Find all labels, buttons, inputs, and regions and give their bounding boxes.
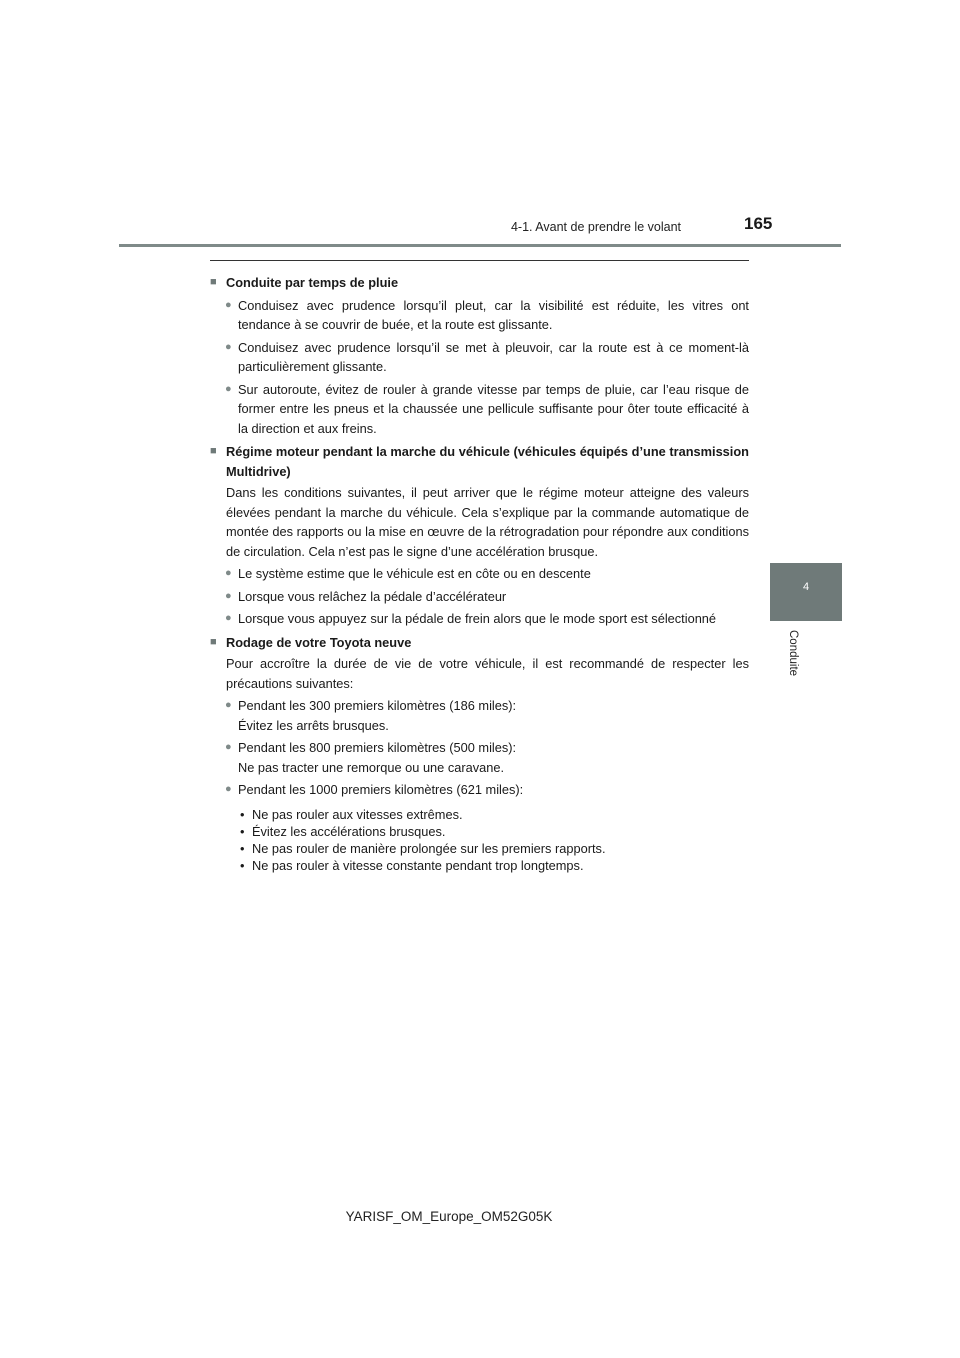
section-heading (210, 442, 749, 481)
sub-bullet-icon: • (240, 823, 245, 839)
section-heading-text: Conduite par temps de pluie (226, 275, 399, 290)
dot-bullet-icon: ● (225, 567, 232, 579)
content (210, 269, 749, 874)
chapter-label: Conduite (787, 630, 799, 677)
list-item (210, 696, 749, 735)
chapter-tab (770, 563, 842, 621)
sub-bullet-icon: • (240, 857, 245, 873)
square-bullet-icon: ■ (210, 276, 217, 288)
list-item-text: Conduisez avec prudence lorsqu’il pleut, car la visibilité est réduite, les vitres ont tendance à se couvrir de buée, et la route est glissante. (238, 297, 749, 332)
page-number: 165 (744, 214, 773, 233)
dot-bullet-icon: ● (225, 340, 232, 353)
list-item-text: Pendant les 800 premiers kilomètres (500 miles): (238, 740, 517, 755)
sub-list-item (210, 806, 749, 823)
sub-list-item-text: Évitez les accélérations brusques. (252, 823, 446, 839)
sub-list-item-text: Ne pas rouler aux vitesses extrêmes. (252, 806, 463, 822)
list-item-text: Pendant les 300 premiers kilomètres (186 miles): (238, 698, 517, 713)
dot-bullet-icon: ● (225, 741, 232, 753)
sub-list-item-text: Ne pas rouler à vitesse constante pendant trop longtemps. (252, 857, 584, 873)
dot-bullet-icon: ● (225, 589, 232, 602)
header-rule (119, 244, 841, 247)
sub-list (210, 806, 749, 874)
list-item-text: Sur autoroute, évitez de rouler à grande vitesse par temps de pluie, car l’eau risque de former entre les pneus et la chaussée une pellicule suffisante pour ôter toute efficacité à la direction et aux freins. (238, 381, 749, 436)
chapter-number: 4 (802, 581, 810, 593)
section-heading-text: Rodage de votre Toyota neuve (226, 634, 412, 650)
list-item (210, 380, 749, 439)
list-item (210, 296, 749, 335)
dot-bullet-icon: ● (225, 699, 232, 711)
dot-bullet-icon: ● (225, 783, 232, 795)
list-item (210, 564, 749, 584)
square-bullet-icon: ■ (210, 445, 217, 457)
sub-list-item-text: Ne pas rouler de manière prolongée sur les premiers rapports. (252, 840, 606, 856)
section-heading (210, 633, 749, 653)
section-heading (210, 273, 749, 293)
list-item (210, 609, 749, 629)
section-intro: Dans les conditions suivantes, il peut arriver que le régime moteur atteigne des valeurs élevées pendant la marche du véhicule. Cela s’explique par la commande automatique de montée des rapports ou la mise en œuvre de la rétrogradation pour répondre aux conditions de circulation. Cela n’est pas le signe d’une accélération brusque. (226, 485, 749, 559)
list-item (210, 587, 749, 607)
section-intro: Pour accroître la durée de vie de votre véhicule, il est recommandé de respecter les précautions suivantes: (226, 656, 749, 691)
section-heading-text: Régime moteur pendant la marche du véhicule (véhicules équipés d’une transmission Multidrive) (226, 444, 749, 479)
sub-list-item (210, 840, 749, 857)
list-item-text: Pendant les 1000 premiers kilomètres (621 miles): (238, 782, 524, 797)
list-item (210, 738, 749, 777)
dot-bullet-icon: ● (225, 382, 232, 395)
dot-bullet-icon: ● (225, 612, 232, 624)
list-item-text: Conduisez avec prudence lorsqu’il se met à pleuvoir, car la route est à ce moment-là particulièrement glissante. (238, 339, 749, 374)
list-item-detail: Ne pas tracter une remorque ou une caravane. (238, 759, 505, 775)
sub-list-item (210, 857, 749, 874)
footer-document-code: YARISF_OM_Europe_OM52G05K (345, 1209, 553, 1224)
content-rule (210, 260, 749, 261)
list-item (210, 780, 749, 800)
list-item (210, 338, 749, 377)
sub-bullet-icon: • (240, 840, 245, 856)
sub-list-item (210, 823, 749, 840)
list-item-text: Lorsque vous appuyez sur la pédale de frein alors que le mode sport est sélectionné (238, 611, 717, 626)
square-bullet-icon: ■ (210, 635, 217, 648)
list-item-text: Le système estime que le véhicule est en côte ou en descente (238, 566, 591, 581)
list-item-detail: Évitez les arrêts brusques. (238, 717, 389, 733)
list-item-text: Lorsque vous relâchez la pédale d’accélérateur (238, 588, 507, 604)
dot-bullet-icon: ● (225, 298, 232, 311)
header-section-title: 4-1. Avant de prendre le volant (510, 220, 681, 234)
sub-bullet-icon: • (240, 806, 245, 822)
